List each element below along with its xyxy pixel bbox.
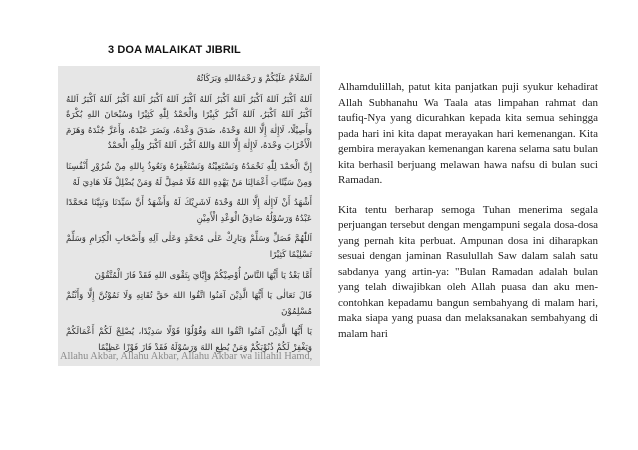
body-paragraph: Alhamdulillah, patut kita panjatkan puji syukur kehadirat Allah Subhanahu Wa Taala atas limpahan rahmat dan taufiq-Nya yang dicurahkan kepada kita semua sehingga pada hari ini kita dapat merayakan hari kemenangan. Kita gembira merayakan kemenangan karena selama satu bulan kita berhasil berjuang melawan hawa nafsu di bulan suci Ramadan. [338,81,598,186]
arabic-paragraph: قَالَ تَعَالٰى يَا أَيُّهَا الَّذِيْنَ آمَنُوا اتَّقُوا اللهَ حَقَّ تُقَاتِهِ وَلَا تَمُوْتُنَّ إِلَّا وَأَنْتُمْ مُسْلِمُوْنَ [66,291,312,317]
arabic-text-block [58,66,320,357]
indonesian-body-text [338,80,598,356]
takbir-latin-text: Allahu Akbar, Allahu Akbar, Allahu Akbar wa lillahil Hamd, [60,351,313,362]
arabic-paragraph: أَمَّا بَعْدُ يَا أَيُّهَا النَّاسُ أُوْصِيْكُمْ وَإِيَّايَ بِتَقْوَى اللهِ فَقَدْ فَازَ الْمُتَّقُوْنَ [94,270,312,281]
arabic-paragraph: اَللّٰهُمَّ فَصَلِّ وَسَلِّمْ وَبَارِكْ عَلٰى مُحَمَّدٍ وَعَلٰى آلِهِ وَأَصْحَابِ الْكِرَامِ وَسَلِّمْ تَسْلِيْمًا كَثِيْرًا [66,234,312,260]
arabic-paragraph: أَشْهَدُ أَنْ لَاإِلٰهَ إِلَّا اللهُ وَحْدَهُ لَاشَرِيْكَ لَهُ وَأَشْهَدُ أَنَّ سَيِّدَنَا وَنَبِيَّنَا مُحَمَّدًا عَبْدُهُ وَرَسُوْلُهُ صَادِقُ الْوَعْدِ الْأَمِيْنِ [66,198,312,224]
document-title: 3 DOA MALAIKAT JIBRIL [108,44,241,56]
arabic-paragraph: يَا أَيُّهَا الَّذِيْنَ آمَنُوا اتَّقُوا اللهَ وَقُوْلُوْا قَوْلًا سَدِيْدًا، يُصْلِحْ لَكُمْ أَعْمَالَكُمْ وَيَغْفِرْ لَكُمْ ذُنُوْبَكُمْ وَمَنْ يُطِعِ اللهَ وَرَسُوْلَهُ فَقَدْ فَازَ فَوْزًا عَظِيْمًا [66,327,312,353]
arabic-paragraph: اَللهُ اَكْبَرُ اَللهُ اَكْبَرُ اَللهُ اَكْبَرُ اَللهُ اَكْبَرُ اَللهُ اَكْبَرُ اَللهُ اَكْبَرُ اَللهُ اَكْبَرُ اَللهُ اَكْبَرُ اَللهُ اَكْبَرُ، اَللهُ اَكْبَرُ كَبِيْرًا وَالْحَمْدُ لِلّٰهِ كَثِيْرًا وَسُبْحَانَ اللهِ بُكْرَةً وَأَصِيْلًا، لَاإِلٰهَ إِلَّا اللهُ وَحْدَهُ، صَدَقَ وَعْدَهُ، وَنَصَرَ عَبْدَهُ، وَأَعَزَّ جُنْدَهُ وَهَزَمَ الْأَحْزَابَ وَحْدَهُ، لَاإِلٰهَ إِلَّا اللهُ وَاللهُ اَكْبَرُ، اَللهُ اَكْبَرُ وَلِلّٰهِ الْحَمْدُ [66,94,312,152]
arabic-paragraph: اَلسَّلَامُ عَلَيْكُمْ وَ رَحْمَةُاللهِ وَبَرَكَاتُهُ [196,74,312,84]
body-paragraph: Kita tentu berharap semoga Tuhan menerima segala perjuangan tersebut dengan mengampuni segala dosa-dosa yang pernah kita perbuat. Ampunan dosa ini diharapkan sesuai dengan jaminan Rasulullah Saw dalam salah satu sabdanya yang artin-ya: "Bulan Ramadan adalah bulan yang telah diwajibkan oleh Allah puasa dan aku men-contohkan kepadamu bangun sembahyang di malam hari, maka siapa yang puasa dan melaksanakan sembahyang di malam hari [338,203,598,340]
arabic-text-panel [58,66,320,366]
arabic-paragraph: إِنَّ الْحَمْدَ لِلّٰهِ نَحْمَدُهُ وَنَسْتَعِيْنُهُ وَنَسْتَغْفِرُهُ وَنَعُوذُ بِاللهِ مِنْ شُرُوْرِ أَنْفُسِنَا وَمِنْ سَيِّئَاتِ أَعْمَالِنَا مَنْ يَهْدِهِ اللهُ فَلَا مُضِلَّ لَهُ وَمَنْ يُضْلِلْ فَلَا هَادِيَ لَهُ [66,161,312,188]
